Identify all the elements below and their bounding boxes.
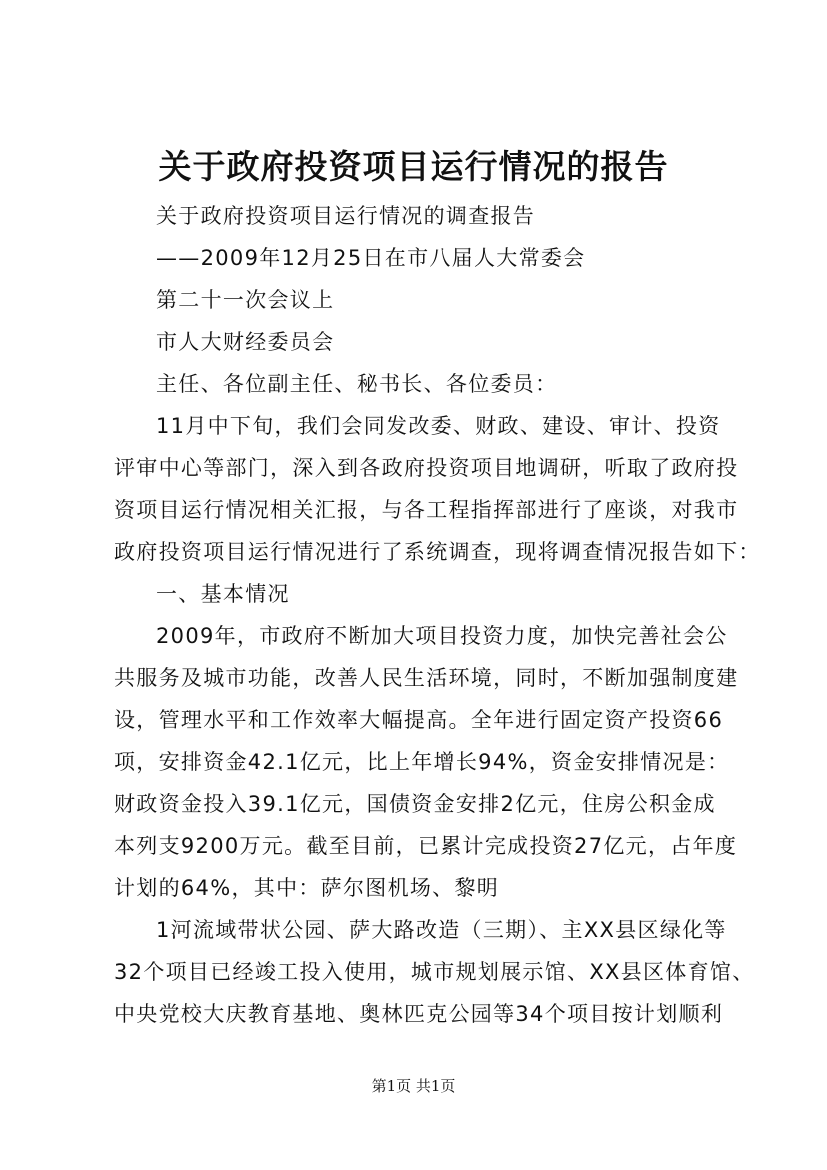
body-line: 项，安排资金42.1亿元，比上年增长94%，资金安排情况是： (114, 750, 730, 774)
body-line: 本列支9200万元。截至目前，已累计完成投资27亿元，占年度 (114, 834, 738, 858)
body-line: 1河流域带状公园、萨大路改造（三期）、主XX县区绿化等 (156, 918, 727, 942)
body-line: 第二十一次会议上 (156, 288, 335, 312)
document-title: 关于政府投资项目运行情况的报告 (158, 147, 669, 186)
body-line: 市人大财经委员会 (156, 330, 335, 354)
body-line: 32个项目已经竣工投入使用，城市规划展示馆、XX县区体育馆、 (114, 960, 755, 984)
body-line: 主任、各位副主任、秘书长、各位委员： (156, 372, 558, 396)
document-body (114, 195, 761, 1035)
body-line: 资项目运行情况相关汇报，与各工程指挥部进行了座谈，对我市 (114, 498, 739, 522)
body-line: 设，管理水平和工作效率大幅提高。全年进行固定资产投资66 (114, 708, 724, 732)
body-line: ——2009年12月25日在市八届人大常委会 (156, 246, 586, 270)
body-line: 共服务及城市功能，改善人民生活环境，同时，不断加强制度建 (114, 666, 739, 690)
body-line: 一、基本情况 (156, 582, 290, 606)
body-line: 计划的64%，其中：萨尔图机场、黎明 (114, 876, 500, 900)
body-line: 财政资金投入39.1亿元，国债资金安排2亿元，住房公积金成 (114, 792, 716, 816)
body-line: 政府投资项目运行情况进行了系统调查，现将调查情况报告如下： (114, 540, 761, 564)
body-line: 2009年，市政府不断加大项目投资力度，加快完善社会公 (156, 624, 728, 648)
page-footer: 第1页 共1页 (371, 1077, 456, 1095)
body-line: 11月中下旬，我们会同发改委、财政、建设、审计、投资 (156, 414, 721, 438)
body-line: 关于政府投资项目运行情况的调查报告 (156, 204, 536, 228)
body-line: 评审中心等部门，深入到各政府投资项目地调研，听取了政府投 (114, 456, 739, 480)
body-line: 中央党校大庆教育基地、奥林匹克公园等34个项目按计划顺利 (114, 1002, 724, 1026)
